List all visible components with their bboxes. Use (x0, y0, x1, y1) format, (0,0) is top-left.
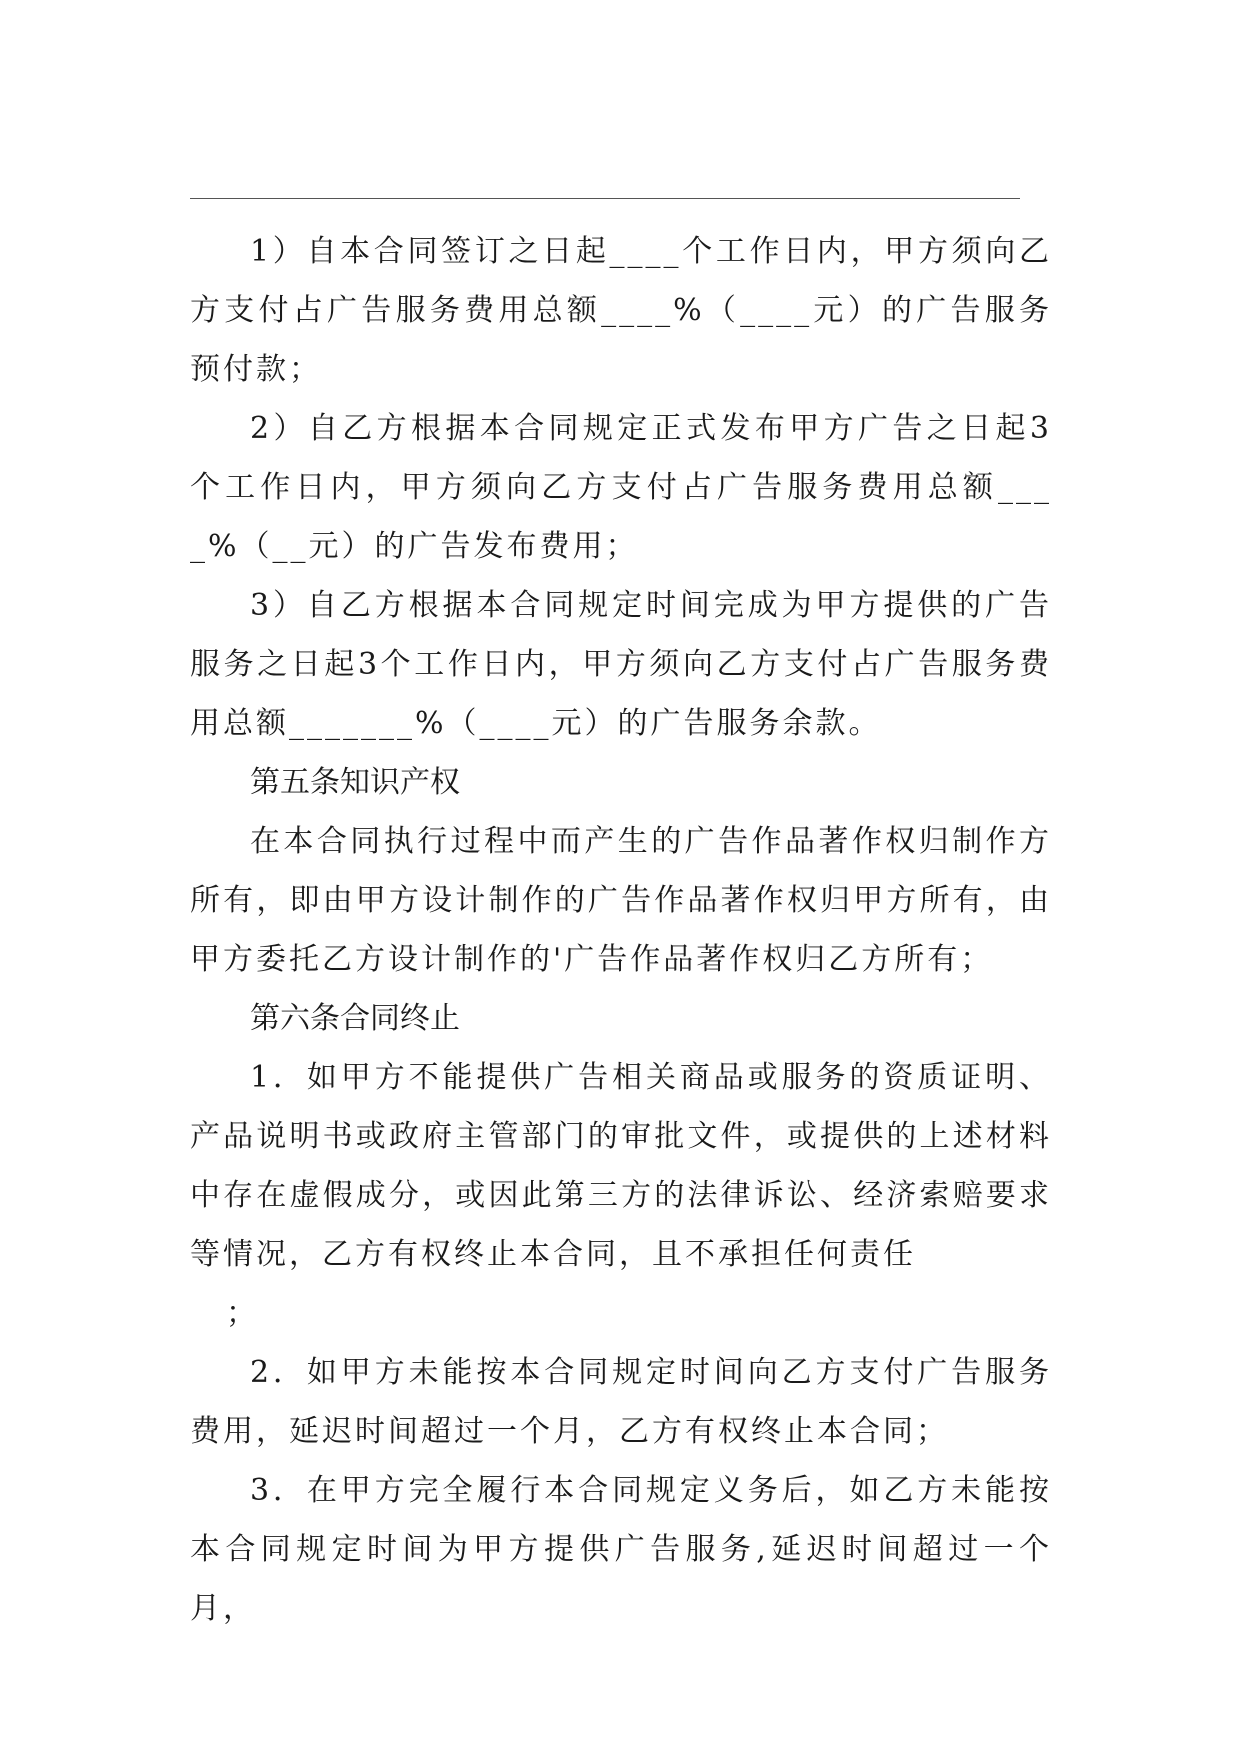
document-body (190, 222, 1052, 1638)
clause-termination-2: 2．如甲方未能按本合同规定时间向乙方支付广告服务费用，延迟时间超过一个月，乙方有权终止本合同； (190, 1355, 1052, 1449)
section-heading-ip: 第五条知识产权 (250, 765, 460, 800)
clause-payment-2: 2）自乙方根据本合同规定正式发布甲方广告之日起3个工作日内，甲方须向乙方支付占广告服务费用总额____%（__元）的广告发布费用； (190, 411, 1052, 564)
clause-ip: 在本合同执行过程中而产生的广告作品著作权归制作方所有，即由甲方设计制作的广告作品著作权归甲方所有，由甲方委托乙方设计制作的'广告作品著作权归乙方所有； (190, 824, 1052, 977)
clause-payment-1: 1）自本合同签订之日起____个工作日内，甲方须向乙方支付占广告服务费用总额____%（____元）的广告服务预付款； (190, 234, 1052, 387)
clause-termination-3: 3．在甲方完全履行本合同规定义务后，如乙方未能按本合同规定时间为甲方提供广告服务,延迟时间超过一个月， (190, 1473, 1052, 1626)
section-heading-termination: 第六条合同终止 (250, 1001, 460, 1036)
top-divider (190, 198, 1020, 199)
clause-termination-1: 1．如甲方不能提供广告相关商品或服务的资质证明、产品说明书或政府主管部门的审批文件，或提供的上述材料中存在虚假成分，或因此第三方的法律诉讼、经济索赔要求等情况，乙方有权终止本合同，且不承担任何责任 (190, 1060, 1052, 1272)
clause-termination-1-end: ； (226, 1296, 259, 1331)
clause-payment-3: 3）自乙方根据本合同规定时间完成为甲方提供的广告服务之日起3个工作日内，甲方须向乙方支付占广告服务费用总额_______%（____元）的广告服务余款。 (190, 588, 1052, 741)
